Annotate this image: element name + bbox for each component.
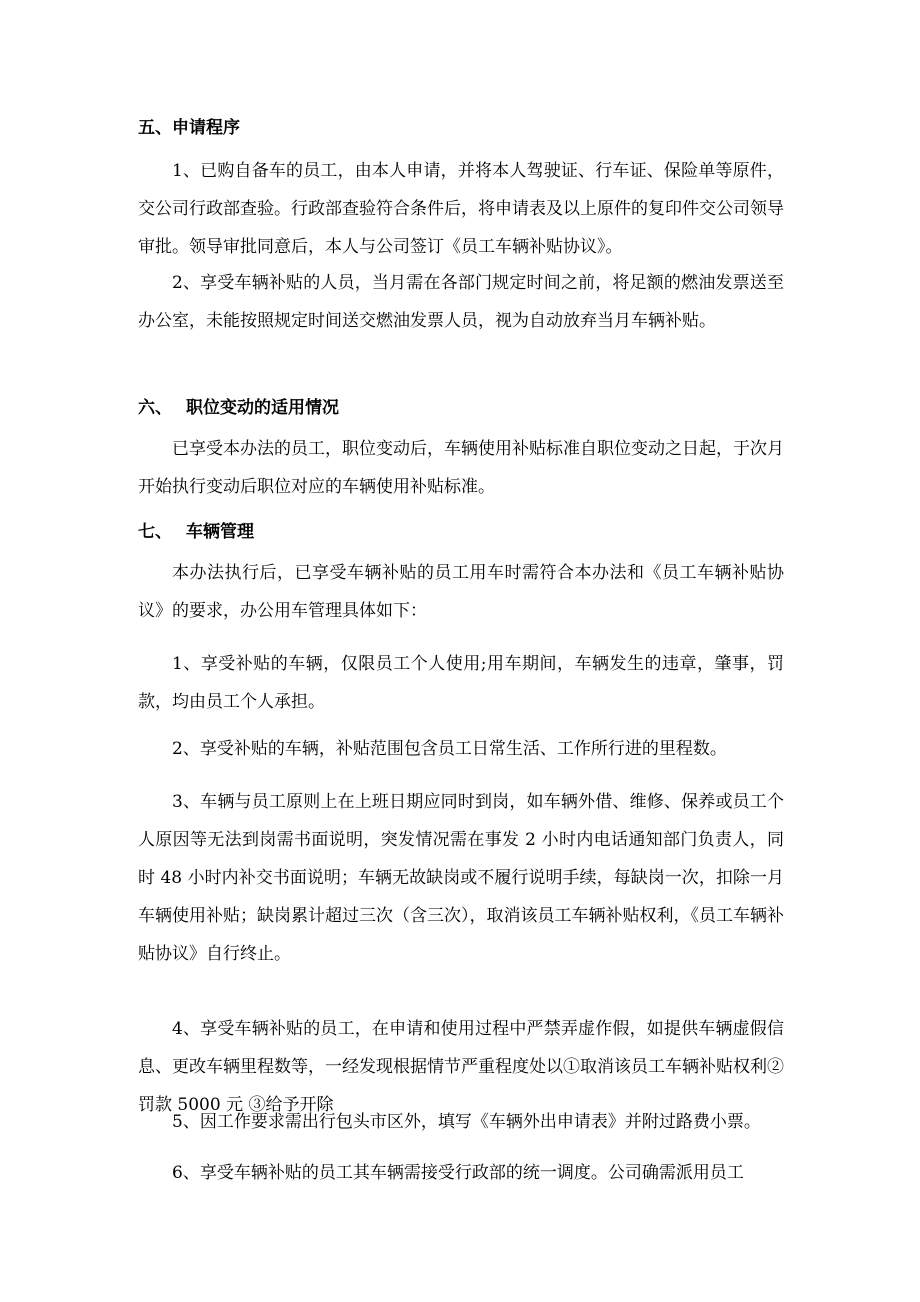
paragraph: 1、享受补贴的车辆，仅限员工个人使用;用车期间，车辆发生的违章，肇事，罚款，均由员工个人承担。: [138, 654, 784, 712]
paragraph: 本办法执行后，已享受车辆补贴的员工用车时需符合本办法和《员工车辆补贴协议》的要求，办公用车管理具体如下：: [138, 563, 784, 621]
paragraph: 6、享受车辆补贴的员工其车辆需接受行政部的统一调度。公司确需派用员工: [172, 1163, 744, 1183]
section-heading: [138, 116, 240, 140]
section-number: 五、: [138, 118, 172, 138]
section-title: 申请程序: [172, 118, 240, 138]
paragraph: 已享受本办法的员工，职位变动后，车辆使用补贴标准自职位变动之日起，于次月开始执行变动后职位对应的车辆使用补贴标准。: [138, 439, 784, 497]
paragraph: 1、已购自备车的员工，由本人申请，并将本人驾驶证、行车证、保险单等原件，交公司行政部查验。行政部查验符合条件后，将申请表及以上原件的复印件交公司领导审批。领导审批同意后，本人与公司签订《员工车辆补贴协议》。: [138, 161, 784, 257]
paragraph: 3、车辆与员工原则上在上班日期应同时到岗，如车辆外借、维修、保养或员工个人原因等无法到岗需书面说明，突发情况需在事发 2 小时内电话通知部门负责人，同时 48 小时内补交书面说明；车辆无故缺岗或不履行说明手续，每缺岗一次，扣除一月车辆使用补贴；缺岗累计超过三次（含三次），取消该员工车辆补贴权利，《员工车辆补贴协议》自行终止。: [138, 792, 784, 964]
section-heading: [138, 520, 254, 544]
paragraph: 2、享受车辆补贴的人员，当月需在各部门规定时间之前，将足额的燃油发票送至办公室，未能按照规定时间送交燃油发票人员，视为自动放弃当月车辆补贴。: [138, 273, 784, 331]
section-number: 六、: [138, 398, 172, 418]
section-number: 七、: [138, 522, 172, 542]
section-title: 职位变动的适用情况: [186, 398, 339, 418]
paragraph: 5、因工作要求需出行包头市区外，填写《车辆外出申请表》并附过路费小票。: [172, 1112, 761, 1132]
paragraph: 2、享受补贴的车辆，补贴范围包含员工日常生活、工作所行进的里程数。: [172, 739, 727, 759]
paragraph: 4、享受车辆补贴的员工，在申请和使用过程中严禁弄虚作假，如提供车辆虚假信息、更改车辆里程数等，一经发现根据情节严重程度处以①取消该员工车辆补贴权利②罚款 5000 元 ③给予开除: [138, 1019, 784, 1115]
section-heading: [138, 396, 339, 420]
section-title: 车辆管理: [186, 522, 254, 542]
